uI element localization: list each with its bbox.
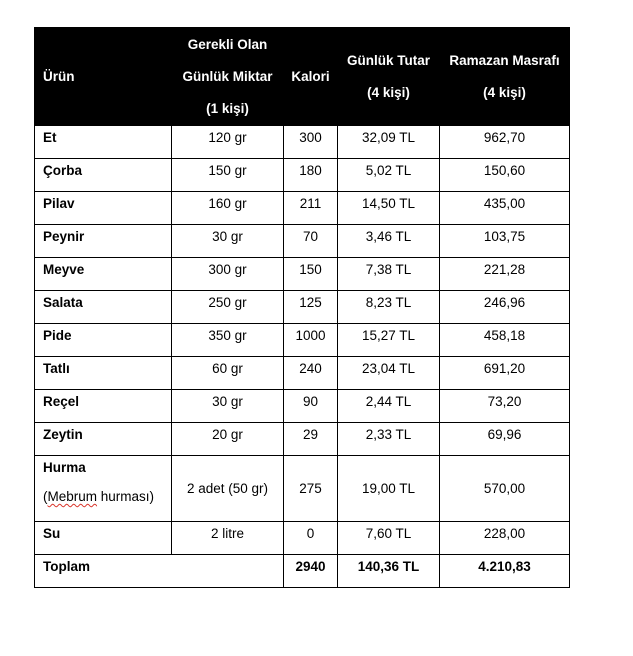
- cell-kalori: 29: [284, 423, 338, 456]
- spellcheck-word: Mebrum: [47, 489, 98, 504]
- cell-urun: Çorba: [35, 159, 172, 192]
- table-row: [35, 324, 570, 357]
- cell-miktar: 120 gr: [172, 126, 284, 159]
- cell-miktar: 350 gr: [172, 324, 284, 357]
- total-tutar: 140,36 TL: [338, 555, 440, 588]
- total-row: [35, 555, 570, 588]
- cell-miktar: 20 gr: [172, 423, 284, 456]
- paren-open: (: [43, 489, 48, 504]
- header-miktar-line1: Gerekli Olan: [187, 36, 268, 52]
- cell-kalori: 150: [284, 258, 338, 291]
- cell-urun: Pide: [35, 324, 172, 357]
- table-row: [35, 291, 570, 324]
- cell-urun-main: Hurma: [43, 460, 86, 475]
- cell-urun: Pilav: [35, 192, 172, 225]
- header-masraf-line1: Ramazan Masrafı: [449, 52, 560, 68]
- cell-miktar: 250 gr: [172, 291, 284, 324]
- cell-tutar: 15,27 TL: [338, 324, 440, 357]
- cell-miktar: 160 gr: [172, 192, 284, 225]
- cell-kalori: 180: [284, 159, 338, 192]
- cell-tutar: 14,50 TL: [338, 192, 440, 225]
- table-row: [35, 126, 570, 159]
- cell-kalori: 240: [284, 357, 338, 390]
- cell-kalori: 300: [284, 126, 338, 159]
- cell-kalori: 90: [284, 390, 338, 423]
- cell-masraf: 69,96: [440, 423, 570, 456]
- cell-masraf: 691,20: [440, 357, 570, 390]
- cell-kalori: 1000: [284, 324, 338, 357]
- cell-miktar: 150 gr: [172, 159, 284, 192]
- table-row: [35, 159, 570, 192]
- cell-masraf: 73,20: [440, 390, 570, 423]
- header-miktar-line3: (1 kişi): [206, 100, 249, 116]
- cell-miktar: 2 litre: [172, 522, 284, 555]
- cell-kalori: 70: [284, 225, 338, 258]
- cell-masraf: 435,00: [440, 192, 570, 225]
- cell-masraf: 221,28: [440, 258, 570, 291]
- cell-miktar: 30 gr: [172, 225, 284, 258]
- table-row: [35, 192, 570, 225]
- header-urun: Ürün: [35, 28, 172, 126]
- cell-urun-sub: [43, 489, 167, 504]
- cell-masraf: 962,70: [440, 126, 570, 159]
- total-masraf: 4.210,83: [440, 555, 570, 588]
- header-masraf: [440, 28, 570, 126]
- cell-masraf: 103,75: [440, 225, 570, 258]
- cell-masraf: 458,18: [440, 324, 570, 357]
- sub-rest: hurması): [97, 489, 155, 504]
- cell-kalori: 0: [284, 522, 338, 555]
- cell-masraf: 150,60: [440, 159, 570, 192]
- cell-tutar: 2,44 TL: [338, 390, 440, 423]
- cell-urun: Reçel: [35, 390, 172, 423]
- cell-tutar: 7,60 TL: [338, 522, 440, 555]
- table-row: [35, 456, 570, 522]
- cell-urun: Salata: [35, 291, 172, 324]
- header-miktar: [172, 28, 284, 126]
- header-masraf-line2: (4 kişi): [483, 84, 526, 100]
- total-blank: [172, 555, 284, 588]
- cell-urun: Tatlı: [35, 357, 172, 390]
- table-row: [35, 522, 570, 555]
- cell-tutar: 32,09 TL: [338, 126, 440, 159]
- cell-tutar: 3,46 TL: [338, 225, 440, 258]
- cell-urun: Su: [35, 522, 172, 555]
- budget-table: [34, 27, 570, 588]
- cell-tutar: 23,04 TL: [338, 357, 440, 390]
- header-row: [35, 28, 570, 126]
- total-label: Toplam: [35, 555, 172, 588]
- table-row: [35, 423, 570, 456]
- table-row: [35, 390, 570, 423]
- cell-masraf: 570,00: [440, 456, 570, 522]
- cell-masraf: 228,00: [440, 522, 570, 555]
- cell-tutar: 2,33 TL: [338, 423, 440, 456]
- cell-tutar: 7,38 TL: [338, 258, 440, 291]
- header-miktar-line2: Günlük Miktar: [182, 68, 273, 84]
- cell-miktar: 60 gr: [172, 357, 284, 390]
- cell-urun: Zeytin: [35, 423, 172, 456]
- cell-tutar: 19,00 TL: [338, 456, 440, 522]
- header-tutar: [338, 28, 440, 126]
- cell-urun: Peynir: [35, 225, 172, 258]
- cell-urun: [35, 456, 172, 522]
- cell-miktar: 2 adet (50 gr): [172, 456, 284, 522]
- cell-urun: Et: [35, 126, 172, 159]
- cell-miktar: 30 gr: [172, 390, 284, 423]
- header-kalori: Kalori: [284, 28, 338, 126]
- table-row: [35, 225, 570, 258]
- header-tutar-line1: Günlük Tutar: [347, 52, 430, 68]
- cell-kalori: 211: [284, 192, 338, 225]
- cell-kalori: 275: [284, 456, 338, 522]
- cell-tutar: 5,02 TL: [338, 159, 440, 192]
- cell-urun: Meyve: [35, 258, 172, 291]
- total-kalori: 2940: [284, 555, 338, 588]
- cell-miktar: 300 gr: [172, 258, 284, 291]
- cell-masraf: 246,96: [440, 291, 570, 324]
- cell-tutar: 8,23 TL: [338, 291, 440, 324]
- cell-kalori: 125: [284, 291, 338, 324]
- table-row: [35, 357, 570, 390]
- table-row: [35, 258, 570, 291]
- header-tutar-line2: (4 kişi): [367, 84, 410, 100]
